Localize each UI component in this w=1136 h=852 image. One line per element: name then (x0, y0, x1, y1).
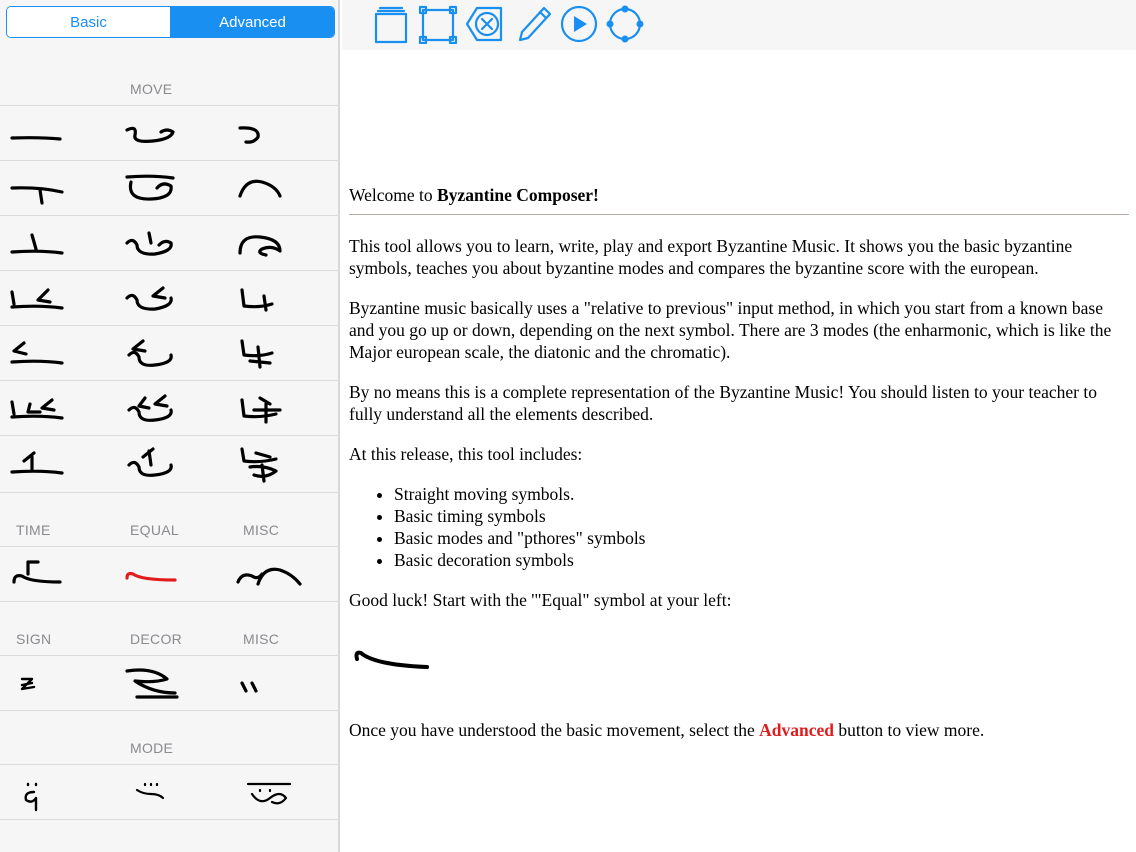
move-label: MOVE (130, 81, 173, 97)
ison-line-icon (10, 113, 80, 153)
misc-label: MISC (243, 522, 280, 538)
crop-frame-icon (417, 4, 459, 44)
mode-label: MODE (130, 740, 174, 756)
method-paragraph: Byzantine music basically uses a "relative to previous" input method, in which you start from a known base and you go up or down, depending on the next symbol. There are 3 modes (the enharmonic, which is like the Major european scale, the diatonic and the chromatic). (349, 298, 1112, 362)
omalon-icon (123, 663, 193, 703)
symbol-palette-sidebar (0, 0, 340, 852)
ison-red-icon (123, 554, 193, 594)
symbol-hamili-double[interactable] (226, 435, 339, 490)
features-list (394, 483, 1129, 571)
sign-label: SIGN (16, 631, 52, 647)
app-name: Byzantine Composer! (437, 185, 599, 205)
symbol-kentima-arc[interactable] (226, 160, 339, 215)
hamili-dipli-icon (236, 388, 306, 428)
symbol-hamili-apli[interactable] (226, 325, 339, 380)
equal-label: EQUAL (130, 522, 179, 538)
equal-symbol-example (351, 631, 1129, 681)
petasti-klasma-icon (123, 443, 193, 483)
oligon-klasma-icon (10, 443, 80, 483)
play-button[interactable] (558, 4, 600, 44)
symbol-misc-apostrofos-double[interactable] (226, 546, 339, 601)
advanced-highlight: Advanced (759, 720, 835, 740)
list-item: • Basic decoration symbols (394, 549, 1129, 571)
intro-paragraph: This tool allows you to learn, write, play and export Byzantine Music. It shows you the basic byzantine symbols, teaches you about byzantine modes and compares the byzantine score with the european. (349, 236, 1073, 278)
mode-segmented-control (6, 6, 335, 38)
petasti-icon (123, 223, 193, 263)
advanced-tab[interactable]: Advanced (171, 7, 334, 37)
symbol-hamili[interactable] (226, 270, 339, 325)
symbol-hamili-dipli[interactable] (226, 380, 339, 435)
symbol-petasti-kentima[interactable] (113, 270, 226, 325)
symbol-oligon-ypsili[interactable] (0, 215, 113, 270)
kentima-arc-icon (236, 168, 306, 208)
hamili-double-icon (236, 443, 306, 483)
move-section-header (0, 56, 340, 106)
list-item: • Straight moving symbols. (394, 483, 1129, 505)
cycle-button[interactable] (604, 4, 646, 44)
list-item: • Basic timing symbols (394, 505, 1129, 527)
oligon-ypsili-icon (10, 223, 80, 263)
symbol-mode-second[interactable] (113, 764, 226, 819)
symbol-small-arc[interactable] (226, 105, 339, 160)
symbol-decor-omalon[interactable] (113, 655, 226, 710)
double-arc-icon (236, 223, 306, 263)
symbol-oligon-kentimata[interactable] (0, 270, 113, 325)
ison-example-icon (351, 631, 441, 681)
play-icon (558, 4, 600, 44)
hamili-icon (236, 278, 306, 318)
delete-icon (465, 4, 507, 44)
mode-dots-icon (123, 772, 193, 812)
oligon-apli-icon (10, 333, 80, 373)
symbol-mode-first[interactable] (0, 764, 113, 819)
mode-q-icon (10, 772, 80, 812)
symbol-time-gorgon[interactable] (0, 546, 113, 601)
symbol-misc-double-mark[interactable] (226, 655, 339, 710)
mode-plagal-icon (236, 772, 306, 812)
delete-button[interactable] (465, 4, 507, 44)
basic-tab[interactable]: Basic (7, 7, 171, 37)
oligon-dipli-icon (10, 388, 80, 428)
small-arc-icon (236, 113, 306, 153)
symbol-sign-zo[interactable] (0, 655, 113, 710)
crop-frame-button[interactable] (417, 4, 459, 44)
sign-decor-misc-header (0, 606, 340, 656)
symbol-ison-down[interactable] (0, 105, 113, 160)
symbol-oligon-hook[interactable] (113, 105, 226, 160)
time-equal-misc-header (0, 497, 340, 547)
symbol-oligon-apli[interactable] (0, 325, 113, 380)
disclaimer-paragraph: By no means this is a complete representation of the Byzantine Music! You should listen to your teacher to fully understand all the elements described. (349, 382, 1097, 424)
oligon-kentimata-icon (10, 278, 80, 318)
list-item: • Basic modes and "pthores" symbols (394, 527, 1129, 549)
welcome-heading (349, 184, 1129, 215)
pencil-icon (512, 4, 554, 44)
release-paragraph: At this release, this tool includes: (349, 444, 583, 464)
good-luck-paragraph: Good luck! Start with the '"Equal" symbol at your left: (349, 590, 732, 610)
symbol-mode-third[interactable] (226, 764, 339, 819)
symbol-double-hook[interactable] (113, 160, 226, 215)
petasti-apli-icon (123, 333, 193, 373)
symbol-double-arc[interactable] (226, 215, 339, 270)
cycle-icon (604, 4, 646, 44)
symbol-oligon-kentima[interactable] (0, 160, 113, 215)
petasti-dipli-icon (123, 388, 193, 428)
symbol-equal-ison[interactable] (113, 546, 226, 601)
misc-label-2: MISC (243, 631, 280, 647)
double-hook-icon (123, 168, 193, 208)
layers-icon (370, 4, 412, 44)
layers-button[interactable] (370, 4, 412, 44)
petasti-kentima-icon (123, 278, 193, 318)
toolbar (342, 0, 1136, 50)
zo-sign-icon (10, 663, 80, 703)
double-mark-icon (236, 663, 306, 703)
final-suffix: button to view more. (834, 720, 985, 740)
oligon-kentima-icon (10, 168, 80, 208)
final-prefix: Once you have understood the basic movement, select the (349, 720, 760, 740)
symbol-petasti[interactable] (113, 215, 226, 270)
gorgon-icon (10, 554, 80, 594)
symbol-petasti-klasma[interactable] (113, 435, 226, 490)
symbol-oligon-klasma[interactable] (0, 435, 113, 490)
time-label: TIME (16, 522, 51, 538)
edit-button[interactable] (512, 4, 554, 44)
symbol-oligon-dipli[interactable] (0, 380, 113, 435)
welcome-prefix: Welcome to (349, 185, 438, 205)
final-paragraph (349, 719, 1129, 741)
welcome-content (349, 180, 1129, 741)
symbol-petasti-dipli[interactable] (113, 380, 226, 435)
decor-label: DECOR (130, 631, 183, 647)
symbol-petasti-apli[interactable] (113, 325, 226, 380)
double-arc-misc-icon (236, 554, 306, 594)
hook-icon (123, 113, 193, 153)
hamili-apli-icon (236, 333, 306, 373)
mode-section-header (0, 715, 340, 765)
